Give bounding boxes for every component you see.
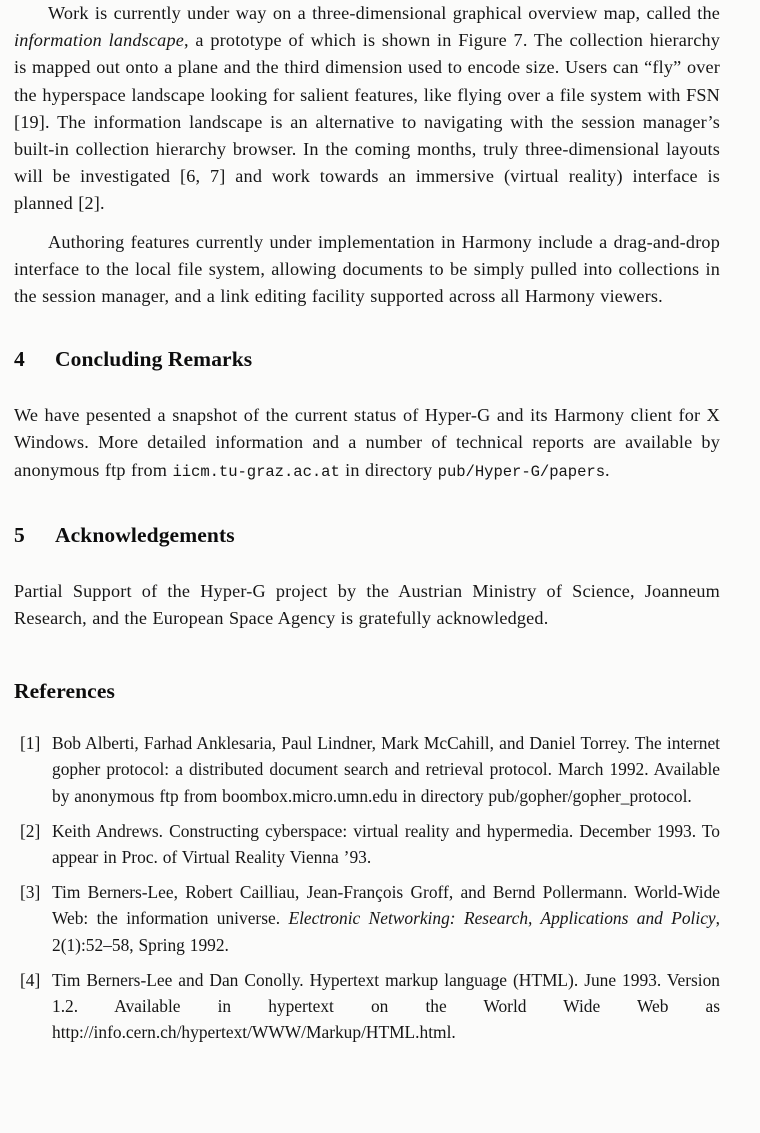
- reference-item-3: [14, 879, 720, 958]
- reference-text-2: Keith Andrews. Constructing cyberspace: virtual reality and hypermedia. December 1993. To appear in Proc. of Virtual Reality Vienna ’93.: [52, 820, 720, 868]
- heading-gap-bottom-2: [14, 548, 720, 578]
- italic-term-information-landscape: information landscape: [14, 30, 184, 51]
- reference-label-1: [1]: [20, 733, 41, 754]
- section-title-concluding-remarks: Concluding Remarks: [55, 347, 253, 372]
- section-number-4: 4: [14, 347, 25, 372]
- heading-gap-top: [14, 310, 720, 346]
- references-gap-top: [14, 632, 720, 678]
- reference-label-4: [4]: [20, 969, 41, 990]
- heading-references: References: [14, 679, 115, 704]
- concluding-part-2: in directory: [339, 459, 438, 480]
- references-gap-bottom: [14, 704, 720, 730]
- paragraph-authoring-features: Authoring features currently under implementation in Harmony include a drag-and-drop interface to the local file system, allowing documents to be simply pulled into collections in the session manager, and a link editing facility supported across all Harmony viewers.: [14, 231, 720, 307]
- section-title-acknowledgements: Acknowledgements: [55, 522, 235, 547]
- heading-acknowledgements: [14, 522, 720, 548]
- reference-text-3-suffix: , 2(1):52–58, Spring 1992.: [52, 908, 721, 955]
- heading-gap-top-2: [14, 486, 720, 522]
- heading-gap-bottom: [14, 372, 720, 402]
- paragraph-1-rest: , a prototype of which is shown in Figure 7. The collection hierarchy is mapped out onto a plane and the third dimension used to encode size. Users can “fly” over the hyperspace landscape looking for salient features, like flying over a file system with FSN [19]. The information landscape is an alternative to navigating with the session manager’s built-in collection hierarchy browser. In the coming months, truly three-dimensional layouts will be investigated [6, 7] and work towards an immersive (virtual reality) interface is planned [2].: [14, 30, 721, 214]
- concluding-part-3: .: [605, 459, 610, 480]
- reference-label-2: [2]: [20, 820, 41, 841]
- reference-text-3-prefix: Tim Berners-Lee, Robert Cailliau, Jean-François Groff, and Bernd Pollermann. World-Wide Web: the information universe.: [52, 882, 720, 929]
- reference-item-4: [14, 967, 720, 1046]
- paragraph-concluding-remarks: [14, 402, 720, 486]
- reference-list: [14, 730, 720, 1045]
- reference-journal-title-italic: Electronic Networking: Research, Applications and Policy: [288, 908, 716, 929]
- paragraph-acknowledgements: Partial Support of the Hyper-G project by the Austrian Ministry of Science, Joanneum Research, and the European Space Agency is gratefully acknowledged.: [14, 580, 720, 629]
- text-column: [14, 0, 720, 1045]
- reference-item-2: [14, 818, 720, 870]
- paragraph-1-lead: Work is currently under way on a three-dimensional graphical overview map, called the: [48, 3, 720, 23]
- reference-label-3: [3]: [20, 882, 41, 903]
- ftp-directory-mono: pub/Hyper-G/papers: [437, 462, 605, 481]
- heading-concluding-remarks: [14, 346, 720, 372]
- paragraph-information-landscape: [14, 0, 720, 218]
- reference-text-1: Bob Alberti, Farhad Anklesaria, Paul Lindner, Mark McCahill, and Daniel Torrey. The internet gopher protocol: a distributed document search and retrieval protocol. March 1992. Available by anonymous ftp from boombox.micro.umn.edu in directory pub/gopher/gopher_protocol.: [52, 733, 720, 806]
- reference-item-1: [14, 730, 720, 809]
- section-number-5: 5: [14, 522, 25, 547]
- ftp-host-mono: iicm.tu-graz.ac.at: [172, 462, 340, 481]
- paragraph-gap: [14, 218, 720, 229]
- concluding-part-1: We have pesented a snapshot of the current status of Hyper-G and its Harmony client for X Windows. More detailed information and a number of technical reports are available by anonymous ftp from: [14, 405, 720, 480]
- reference-text-4: Tim Berners-Lee and Dan Conolly. Hypertext markup language (HTML). June 1993. Version 1.2. Available in hypertext on the World Wide Web as http://info.cern.ch/hypertext/WWW/Markup/HTML.html.: [52, 969, 720, 1043]
